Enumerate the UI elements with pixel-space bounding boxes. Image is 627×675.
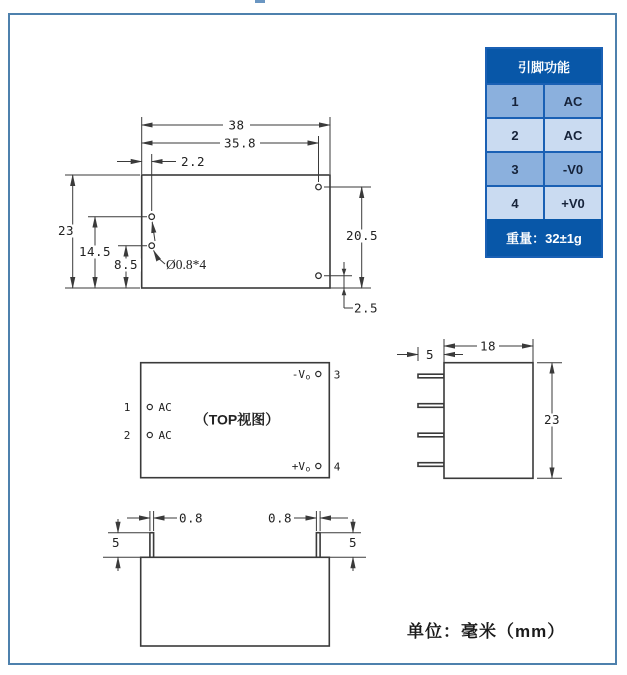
pin-number-cell: 1 xyxy=(487,85,543,117)
side-pin-3 xyxy=(418,433,444,437)
dim-side-height: 23 xyxy=(543,412,561,427)
dim-hole-lower-y: 8.5 xyxy=(113,257,139,272)
side-pin-2 xyxy=(418,404,444,408)
side-view xyxy=(397,339,564,479)
dim-side-width: 18 xyxy=(479,338,497,354)
dim-pin-width-right: 0.8 xyxy=(267,510,293,526)
dim-total-width: 38 xyxy=(228,117,245,133)
mount-hole-2 xyxy=(149,243,155,249)
pin-function-cell: AC xyxy=(543,85,601,117)
hole-diameter-note: Ø0.8*4 xyxy=(166,257,207,272)
mount-hole-1 xyxy=(149,214,155,220)
dim-hole-bottom-offset: 2.5 xyxy=(353,300,379,316)
table-row xyxy=(487,117,601,151)
dim-side-pin-length: 5 xyxy=(425,347,435,362)
table-row xyxy=(487,185,601,219)
pin-table-title: 引脚功能 xyxy=(487,49,601,83)
top-view-caption: （TOP视图） xyxy=(194,411,280,428)
pin1-pad xyxy=(147,404,152,409)
pin4-number: 4 xyxy=(333,460,341,474)
pin2-number: 2 xyxy=(123,429,131,442)
pin4-pad xyxy=(316,463,321,468)
pin1-number: 1 xyxy=(123,401,131,414)
pin3-pad xyxy=(316,371,321,376)
mount-hole-4 xyxy=(316,273,322,279)
front-view xyxy=(53,117,382,316)
weight-label: 重量：32±1g xyxy=(487,219,601,256)
pin-function-table xyxy=(485,47,603,258)
unit-note: 单位：毫米（mm） xyxy=(407,622,566,641)
bottom-view xyxy=(103,511,366,647)
pin-number-cell: 3 xyxy=(487,153,543,185)
side-pin-1 xyxy=(418,374,444,378)
dim-hole-upper-y: 14.5 xyxy=(78,244,112,259)
pin-number-cell: 4 xyxy=(487,187,543,219)
pin3-number: 3 xyxy=(333,368,341,382)
table-row xyxy=(487,83,601,117)
pin2-label: AC xyxy=(158,429,172,442)
dim-total-height: 23 xyxy=(57,223,75,238)
pin1-label: AC xyxy=(158,401,172,414)
pin3-label: -V xyxy=(291,368,305,381)
dim-hole-span: 35.8 xyxy=(223,135,257,151)
dim-pin-width-left: 0.8 xyxy=(178,510,204,526)
pin-number-cell: 2 xyxy=(487,119,543,151)
dim-pin-height-left: 5 xyxy=(111,535,121,550)
pin4-label: +V xyxy=(291,460,305,473)
dim-hole-offset-x: 2.2 xyxy=(180,154,206,169)
bottom-pin-left xyxy=(150,533,154,558)
top-view xyxy=(124,363,341,478)
pin2-pad xyxy=(147,432,152,437)
pin-function-cell: -V0 xyxy=(543,153,601,185)
dim-hole-right-span: 20.5 xyxy=(345,228,379,243)
side-pin-4 xyxy=(418,463,444,467)
bottom-pin-right xyxy=(316,533,320,558)
pin-function-cell: +V0 xyxy=(543,187,601,219)
mount-hole-3 xyxy=(316,184,322,190)
dim-pin-height-right: 5 xyxy=(348,535,358,550)
table-row xyxy=(487,151,601,185)
pin4-label-sub: o xyxy=(305,464,311,474)
pin-function-cell: AC xyxy=(543,119,601,151)
pin3-label-sub: o xyxy=(305,372,311,382)
